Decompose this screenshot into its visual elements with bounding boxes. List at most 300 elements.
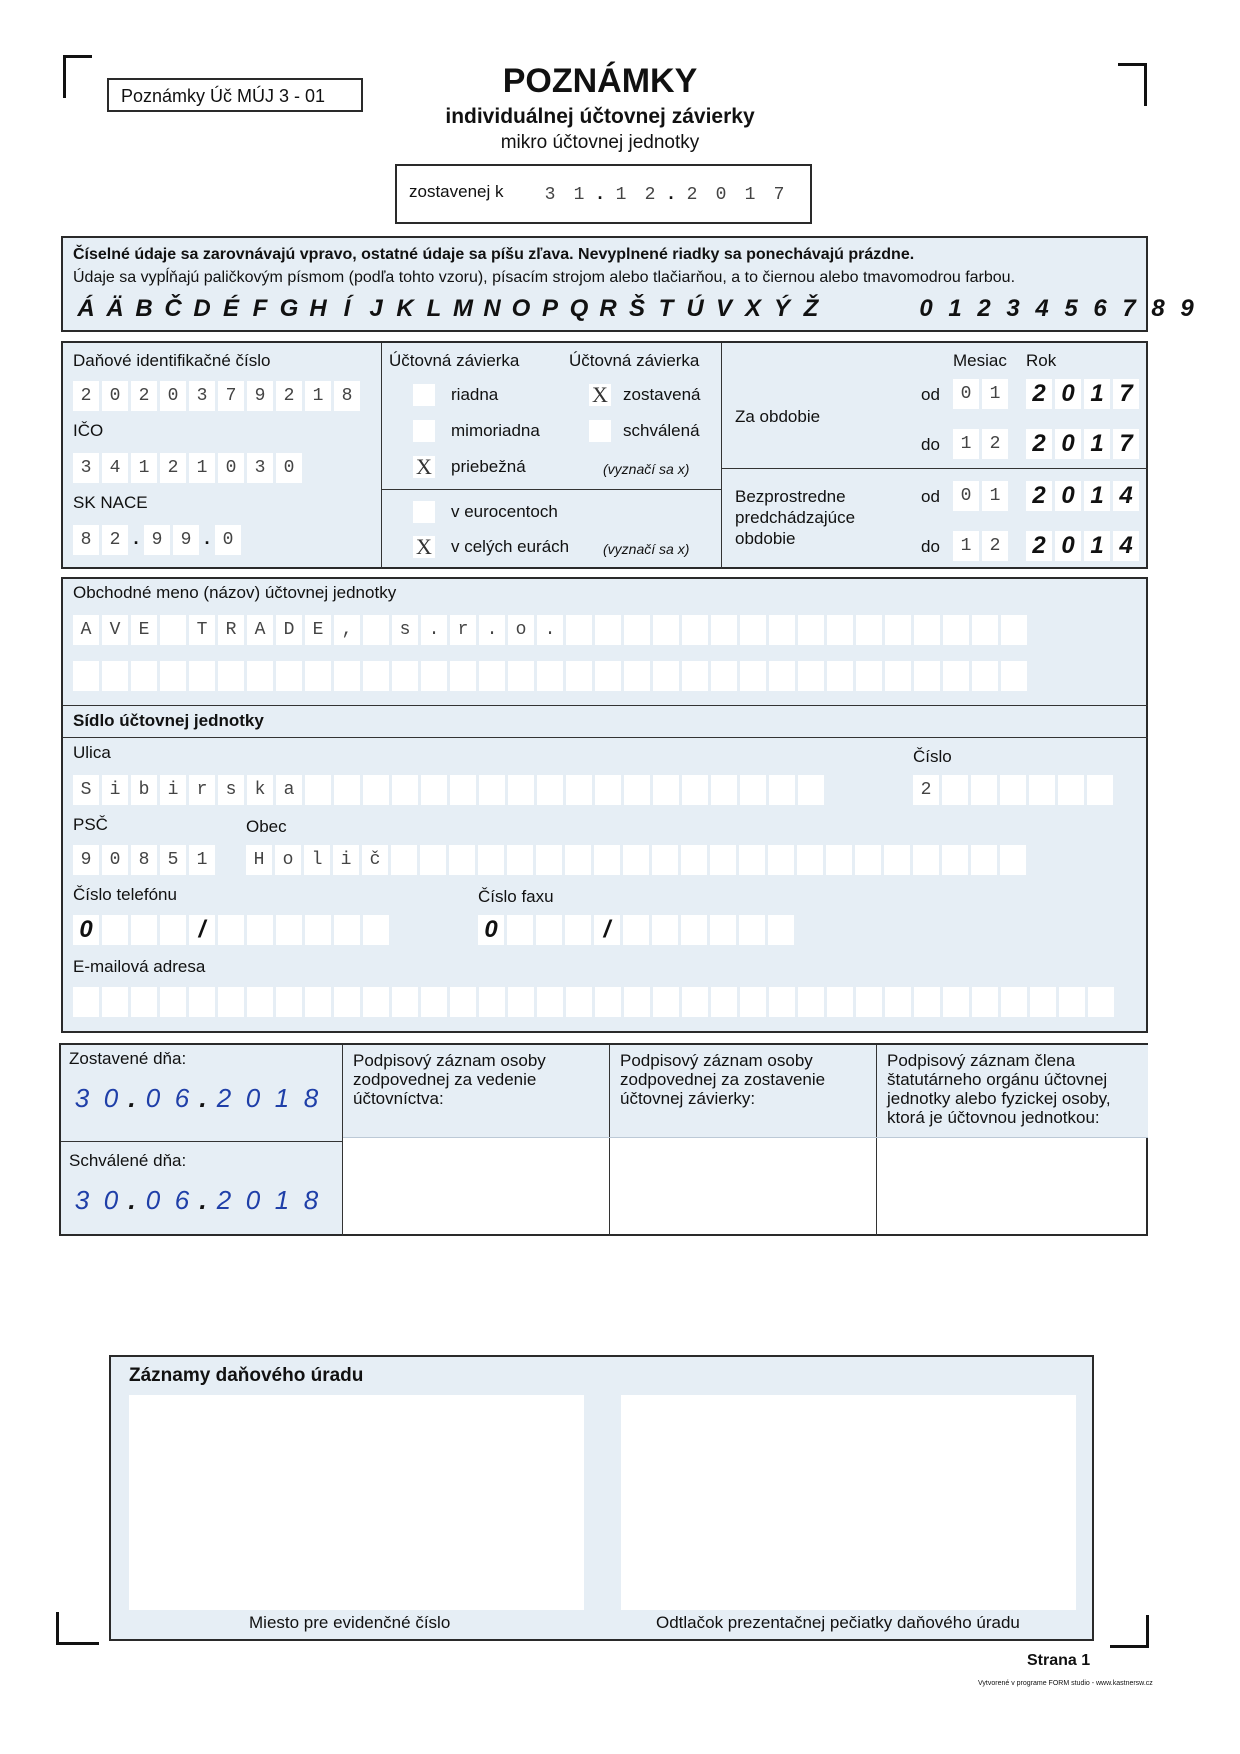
dicCells-cell: 0 (160, 381, 186, 411)
nameRow1-cell (798, 615, 824, 645)
nameRow1-cell (160, 615, 186, 645)
sampleLetters-cell: Š (628, 295, 645, 322)
cityCells-cell (913, 845, 939, 875)
nameRow2-cell (885, 661, 911, 691)
emailCells-cell (624, 987, 650, 1017)
pty-cell: 2 (1026, 531, 1052, 561)
city-label: Obec (246, 817, 287, 836)
sampleLetters-cell: O (511, 295, 531, 322)
corner-mark-top-right (1118, 63, 1147, 106)
cityCells-cell (884, 845, 910, 875)
naceCells-cell: 9 (144, 525, 170, 555)
nameRow2-cell (247, 661, 273, 691)
cityCells-cell (623, 845, 649, 875)
signature-statements: Podpisový záznam osoby zodpovednej za zostavenie účtovnej závierky: (620, 1051, 826, 1108)
cityCells-cell (536, 845, 562, 875)
faxCells-cell (507, 915, 533, 945)
current-from-year[interactable] (1026, 379, 1142, 409)
sampleLetters-cell: J (369, 295, 383, 322)
cfm-cell: 1 (982, 379, 1008, 409)
pty-cell: 4 (1113, 531, 1139, 561)
fax-cells[interactable] (478, 915, 797, 945)
nameRow1-cell (682, 615, 708, 645)
email-cells[interactable] (73, 987, 1117, 1017)
sampleLetters-cell: X (744, 295, 761, 322)
numberCells-cell (942, 775, 968, 805)
identification-box (61, 341, 1148, 569)
nameRow1-cell (595, 615, 621, 645)
company-name-row-2[interactable] (73, 661, 1030, 691)
approvedOn-cell: 0 (103, 1184, 119, 1215)
signature-accounting: Podpisový záznam osoby zodpovednej za vedenie účtovníctva: (353, 1051, 546, 1108)
approvedOn-cell: 0 (245, 1184, 261, 1215)
approved-on-label: Schválené dňa: (69, 1151, 187, 1170)
nameRow2-cell (914, 661, 940, 691)
compiled-date-label: zostavenej k (409, 182, 504, 201)
pfy-cell: 1 (1084, 481, 1110, 511)
emailCells-cell (305, 987, 331, 1017)
phoneCells-cell (218, 915, 244, 945)
pscCells-cell: 5 (160, 845, 186, 875)
corner-mark-bottom-left (56, 1612, 99, 1645)
cty-cell: 0 (1055, 429, 1081, 459)
cityCells-cell (449, 845, 475, 875)
cityCells-cell: H (246, 845, 272, 875)
nameRow2-cell (624, 661, 650, 691)
compiled-on-cells[interactable] (69, 1083, 327, 1113)
zostavena-label: zostavená (623, 385, 701, 404)
streetCells-cell: i (102, 775, 128, 805)
sampleDigits-cell: 8 (1151, 295, 1165, 322)
icoCells-cell: 1 (189, 453, 215, 483)
sampleLetters-cell: Á (77, 295, 95, 322)
nameRow2-cell (1001, 661, 1027, 691)
naceCells-cell: 2 (102, 525, 128, 555)
streetCells-cell (798, 775, 824, 805)
sampleDigits-cell: 2 (977, 295, 991, 322)
faxCells-cell (681, 915, 707, 945)
phone-label: Číslo telefónu (73, 885, 177, 904)
emailCells-cell (943, 987, 969, 1017)
dicCells-cell: 0 (102, 381, 128, 411)
current-from-label: od (921, 385, 940, 404)
tax-office-box (109, 1355, 1094, 1641)
priebezna-checkbox[interactable]: X (413, 456, 435, 478)
mimoriadna-checkbox[interactable] (413, 420, 435, 442)
streetCells-cell: r (189, 775, 215, 805)
emailCells-cell (769, 987, 795, 1017)
evidence-number-area (129, 1395, 584, 1610)
compiledOn-cell: 1 (274, 1082, 290, 1113)
streetCells-cell: b (131, 775, 157, 805)
nameRow1-cell: E (131, 615, 157, 645)
phoneCells-cell (247, 915, 273, 945)
nameRow1-cell: V (102, 615, 128, 645)
faxCells-cell: 0 (478, 915, 504, 945)
sampleLetters-cell: D (193, 295, 211, 322)
phoneCells-cell (131, 915, 157, 945)
naceCells-cell: 0 (215, 525, 241, 555)
cfy-cell: 2 (1026, 379, 1052, 409)
compiledOn-cell: 3 (74, 1082, 90, 1113)
number-label: Číslo (913, 747, 952, 766)
emailCells-cell (595, 987, 621, 1017)
cityCells-cell (681, 845, 707, 875)
psc-cells[interactable] (73, 845, 218, 875)
street-cells[interactable] (73, 775, 827, 805)
nameRow2-cell (856, 661, 882, 691)
nameRow2-cell (827, 661, 853, 691)
instructions-line-1: Číselné údaje sa zarovnávajú vpravo, ostatné údaje sa píšu zľava. Nevyplnené riadky sa ponechávajú prázdne. (73, 246, 915, 263)
prev-from-year[interactable] (1026, 481, 1142, 511)
streetCells-cell: k (247, 775, 273, 805)
emailCells-cell (508, 987, 534, 1017)
prev-to-label: do (921, 537, 940, 556)
current-from-month[interactable] (953, 379, 1011, 409)
faxCells-cell (536, 915, 562, 945)
cityCells-cell (565, 845, 591, 875)
approvedOn-cell: 6 (174, 1184, 190, 1215)
current-to-label: do (921, 435, 940, 454)
hdrDate-cell: 7 (773, 185, 785, 205)
nameRow2-cell (682, 661, 708, 691)
cityCells-cell: i (333, 845, 359, 875)
form-code-box (107, 78, 363, 112)
naceCells-cell: . (130, 530, 142, 550)
nameRow1-cell: . (479, 615, 505, 645)
rok-label: Rok (1026, 351, 1057, 370)
streetCells-cell (334, 775, 360, 805)
pty-cell: 0 (1055, 531, 1081, 561)
sample-digits (913, 294, 1203, 324)
emailCells-cell (73, 987, 99, 1017)
streetCells-cell (392, 775, 418, 805)
sampleDigits-cell: 9 (1180, 295, 1194, 322)
emailCells-cell (392, 987, 418, 1017)
cty-cell: 7 (1113, 429, 1139, 459)
streetCells-cell: a (276, 775, 302, 805)
streetCells-cell (624, 775, 650, 805)
emailCells-cell (160, 987, 186, 1017)
nameRow2-cell (392, 661, 418, 691)
cityCells-cell (507, 845, 533, 875)
schvalena-label: schválená (623, 421, 700, 440)
emailCells-cell (102, 987, 128, 1017)
sampleLetters-cell: Ú (686, 295, 704, 322)
cfy-cell: 1 (1084, 379, 1110, 409)
street-label: Ulica (73, 743, 111, 762)
sampleDigits-cell: 5 (1064, 295, 1078, 322)
sampleLetters-cell: Q (569, 295, 589, 322)
sampleLetters-cell: B (135, 295, 153, 322)
cityCells-cell (826, 845, 852, 875)
dicCells-cell: 9 (247, 381, 273, 411)
eurocent-label: v eurocentoch (451, 502, 558, 521)
emailCells-cell (1088, 987, 1114, 1017)
schvalena-checkbox[interactable] (589, 420, 611, 442)
naceCells-cell: . (201, 530, 213, 550)
nameRow1-cell (943, 615, 969, 645)
nameRow1-cell: , (334, 615, 360, 645)
streetCells-cell: S (73, 775, 99, 805)
faxCells-cell (739, 915, 765, 945)
hdrDate-cell: 1 (573, 185, 585, 205)
emailCells-cell (189, 987, 215, 1017)
emailCells-cell (1059, 987, 1085, 1017)
signatures-box (59, 1043, 1148, 1236)
page-title: POZNÁMKY (502, 62, 698, 100)
nameRow2-cell (363, 661, 389, 691)
emailCells-cell (711, 987, 737, 1017)
icoCells-cell: 4 (102, 453, 128, 483)
compiledOn-cell: 6 (174, 1082, 190, 1113)
whole-eur-label: v celých eurách (451, 537, 570, 556)
emailCells-cell (363, 987, 389, 1017)
sampleDigits-cell: 7 (1122, 295, 1136, 322)
current-to-month[interactable] (953, 429, 1011, 459)
phone-cells[interactable] (73, 915, 392, 945)
emailCells-cell (450, 987, 476, 1017)
approved-on-cells[interactable] (69, 1185, 327, 1215)
nameRow1-cell (856, 615, 882, 645)
ico-cells[interactable] (73, 453, 305, 483)
nameRow1-cell: D (276, 615, 302, 645)
sampleLetters-cell: É (222, 295, 239, 322)
zostavena-checkbox[interactable]: X (589, 384, 611, 406)
sampleLetters-cell: M (453, 295, 473, 322)
hdrDate-cell: 2 (644, 185, 656, 205)
emailCells-cell (421, 987, 447, 1017)
emailCells-cell (1030, 987, 1056, 1017)
nameRow2-cell (972, 661, 998, 691)
sampleLetters-cell: V (715, 295, 732, 322)
email-label: E-mailová adresa (73, 957, 206, 976)
prev-to-year[interactable] (1026, 531, 1142, 561)
sampleLetters-cell: Ž (803, 295, 819, 322)
nameRow1-cell (624, 615, 650, 645)
nameRow2-cell (305, 661, 331, 691)
nameRow1-cell (914, 615, 940, 645)
streetCells-cell (305, 775, 331, 805)
ctm-cell: 1 (953, 429, 979, 459)
cityCells-cell (594, 845, 620, 875)
mimoriadna-label: mimoriadna (451, 421, 540, 440)
emailCells-cell (972, 987, 998, 1017)
nameRow1-cell (653, 615, 679, 645)
nameRow1-cell (1001, 615, 1027, 645)
number-cells[interactable] (913, 775, 1116, 805)
psc-label: PSČ (73, 815, 108, 834)
cityCells-cell: l (304, 845, 330, 875)
emailCells-cell (479, 987, 505, 1017)
hdrDate-cell: 3 (544, 185, 556, 205)
faxCells-cell (710, 915, 736, 945)
emailCells-cell (856, 987, 882, 1017)
nameRow2-cell (479, 661, 505, 691)
hdrDate-cell: 1 (744, 185, 756, 205)
whole-eur-checkbox[interactable]: X (413, 536, 435, 558)
streetCells-cell (682, 775, 708, 805)
phoneCells-cell (276, 915, 302, 945)
nameRow2-cell (102, 661, 128, 691)
ctm-cell: 2 (982, 429, 1008, 459)
emailCells-cell (827, 987, 853, 1017)
previous-period-label: Bezprostredne predchádzajúce obdobie (735, 487, 856, 548)
emailCells-cell (682, 987, 708, 1017)
nameRow1-cell: . (537, 615, 563, 645)
streetCells-cell (508, 775, 534, 805)
nameRow1-cell (740, 615, 766, 645)
prev-from-label: od (921, 487, 940, 506)
ptm-cell: 2 (982, 531, 1008, 561)
dicCells-cell: 3 (189, 381, 215, 411)
dic-cells[interactable] (73, 381, 363, 411)
streetCells-cell (450, 775, 476, 805)
emailCells-cell (276, 987, 302, 1017)
instructions-box (61, 236, 1194, 332)
pfm-cell: 1 (982, 481, 1008, 511)
nameRow2-cell (711, 661, 737, 691)
company-name-row-1[interactable] (73, 615, 1030, 645)
tax-office-title: Záznamy daňového úradu (129, 1365, 364, 1386)
compiledOn-cell: 2 (216, 1082, 232, 1113)
instructions-line-2: Údaje sa vypĺňajú paličkovým písmom (podľa tohto vzoru), písacím strojom alebo tlačiarňou, a to čiernou alebo tmavomodrou farbou. (73, 269, 1016, 286)
hdrDate-cell: 0 (715, 185, 727, 205)
mesiac-label: Mesiac (953, 351, 1007, 370)
cityCells-cell (652, 845, 678, 875)
evidence-number-caption: Miesto pre evidenčné číslo (249, 1613, 451, 1632)
nameRow2-cell (160, 661, 186, 691)
nameRow2-cell (421, 661, 447, 691)
emailCells-cell (537, 987, 563, 1017)
pty-cell: 1 (1084, 531, 1110, 561)
streetCells-cell (479, 775, 505, 805)
cty-cell: 2 (1026, 429, 1052, 459)
city-cells[interactable] (246, 845, 1029, 875)
cityCells-cell (768, 845, 794, 875)
emailCells-cell (653, 987, 679, 1017)
approvedOn-cell: 1 (274, 1184, 290, 1215)
dicCells-cell: 2 (131, 381, 157, 411)
streetCells-cell (537, 775, 563, 805)
prev-from-month[interactable] (953, 481, 1011, 511)
emailCells-cell (247, 987, 273, 1017)
sample-letters (73, 294, 827, 324)
numberCells-cell (1087, 775, 1113, 805)
sampleLetters-cell: H (309, 295, 327, 322)
cty-cell: 1 (1084, 429, 1110, 459)
credit-line: Vytvorené v programe FORM studio - www.kastnersw.cz (978, 1680, 1153, 1687)
nameRow1-cell: r (450, 615, 476, 645)
nameRow2-cell (334, 661, 360, 691)
compiledOn-cell: 8 (303, 1082, 319, 1113)
numberCells-cell (1058, 775, 1084, 805)
approvedOn-cell: 0 (145, 1184, 161, 1215)
current-to-year[interactable] (1026, 429, 1142, 459)
cityCells-cell (739, 845, 765, 875)
emailCells-cell (566, 987, 592, 1017)
hdrDate-cell: 2 (686, 185, 698, 205)
cityCells-cell (855, 845, 881, 875)
sampleDigits-cell: 3 (1006, 295, 1020, 322)
streetCells-cell: s (218, 775, 244, 805)
closing-col1-title: Účtovná závierka (389, 351, 520, 370)
riadna-label: riadna (451, 385, 499, 404)
corner-mark-bottom-right (1110, 1615, 1149, 1648)
nameRow2-cell (566, 661, 592, 691)
emailCells-cell (131, 987, 157, 1017)
pfy-cell: 2 (1026, 481, 1052, 511)
sampleLetters-cell: Ý (773, 295, 790, 322)
streetCells-cell (740, 775, 766, 805)
icoCells-cell: 2 (160, 453, 186, 483)
approvedOn-cell: 8 (303, 1184, 319, 1215)
phoneCells-cell (102, 915, 128, 945)
dicCells-cell: 2 (73, 381, 99, 411)
cfy-cell: 0 (1055, 379, 1081, 409)
pscCells-cell: 0 (102, 845, 128, 875)
compiledOn-cell: 0 (245, 1082, 261, 1113)
sampleLetters-cell: Č (164, 295, 182, 322)
nameRow1-cell: o (508, 615, 534, 645)
compiledOn-cell: 0 (103, 1082, 119, 1113)
nameRow2-cell (653, 661, 679, 691)
streetCells-cell: i (160, 775, 186, 805)
nameRow2-cell (537, 661, 563, 691)
sampleLetters-cell: N (483, 295, 501, 322)
eurocent-checkbox[interactable] (413, 501, 435, 523)
current-period-label: Za obdobie (735, 407, 821, 426)
emailCells-cell (218, 987, 244, 1017)
cityCells-cell (420, 845, 446, 875)
dicCells-cell: 1 (305, 381, 331, 411)
icoCells-cell: 0 (218, 453, 244, 483)
faxCells-cell (652, 915, 678, 945)
approvedOn-cell: . (128, 1184, 136, 1215)
page-subtitle: individuálnej účtovnej závierky (445, 105, 755, 128)
nameRow2-cell (131, 661, 157, 691)
streetCells-cell (421, 775, 447, 805)
dicCells-cell: 8 (334, 381, 360, 411)
ico-label: IČO (73, 421, 104, 440)
sampleLetters-cell: G (279, 295, 299, 322)
prev-to-month[interactable] (953, 531, 1011, 561)
phoneCells-cell: 0 (73, 915, 99, 945)
phoneCells-cell (363, 915, 389, 945)
riadna-checkbox[interactable] (413, 384, 435, 406)
compiled-date-box (395, 164, 812, 224)
streetCells-cell (653, 775, 679, 805)
nameRow1-cell: s (392, 615, 418, 645)
sampleLetters-cell: T (658, 295, 674, 322)
mark-note-2: (vyznačí sa x) (603, 541, 690, 557)
nameRow2-cell (189, 661, 215, 691)
faxCells-cell (565, 915, 591, 945)
mark-note-1: (vyznačí sa x) (603, 461, 690, 477)
sampleLetters-cell: Ä (106, 295, 124, 322)
sampleLetters-cell: Í (343, 295, 351, 322)
pfm-cell: 0 (953, 481, 979, 511)
form-code: Poznámky Úč MÚJ 3 - 01 (121, 86, 326, 106)
dic-label: Daňové identifikačné číslo (73, 351, 271, 370)
streetCells-cell (595, 775, 621, 805)
nameRow1-cell: . (421, 615, 447, 645)
cityCells-cell (942, 845, 968, 875)
faxCells-cell (768, 915, 794, 945)
dicCells-cell: 2 (276, 381, 302, 411)
pscCells-cell: 9 (73, 845, 99, 875)
nace-cells[interactable] (73, 525, 244, 555)
